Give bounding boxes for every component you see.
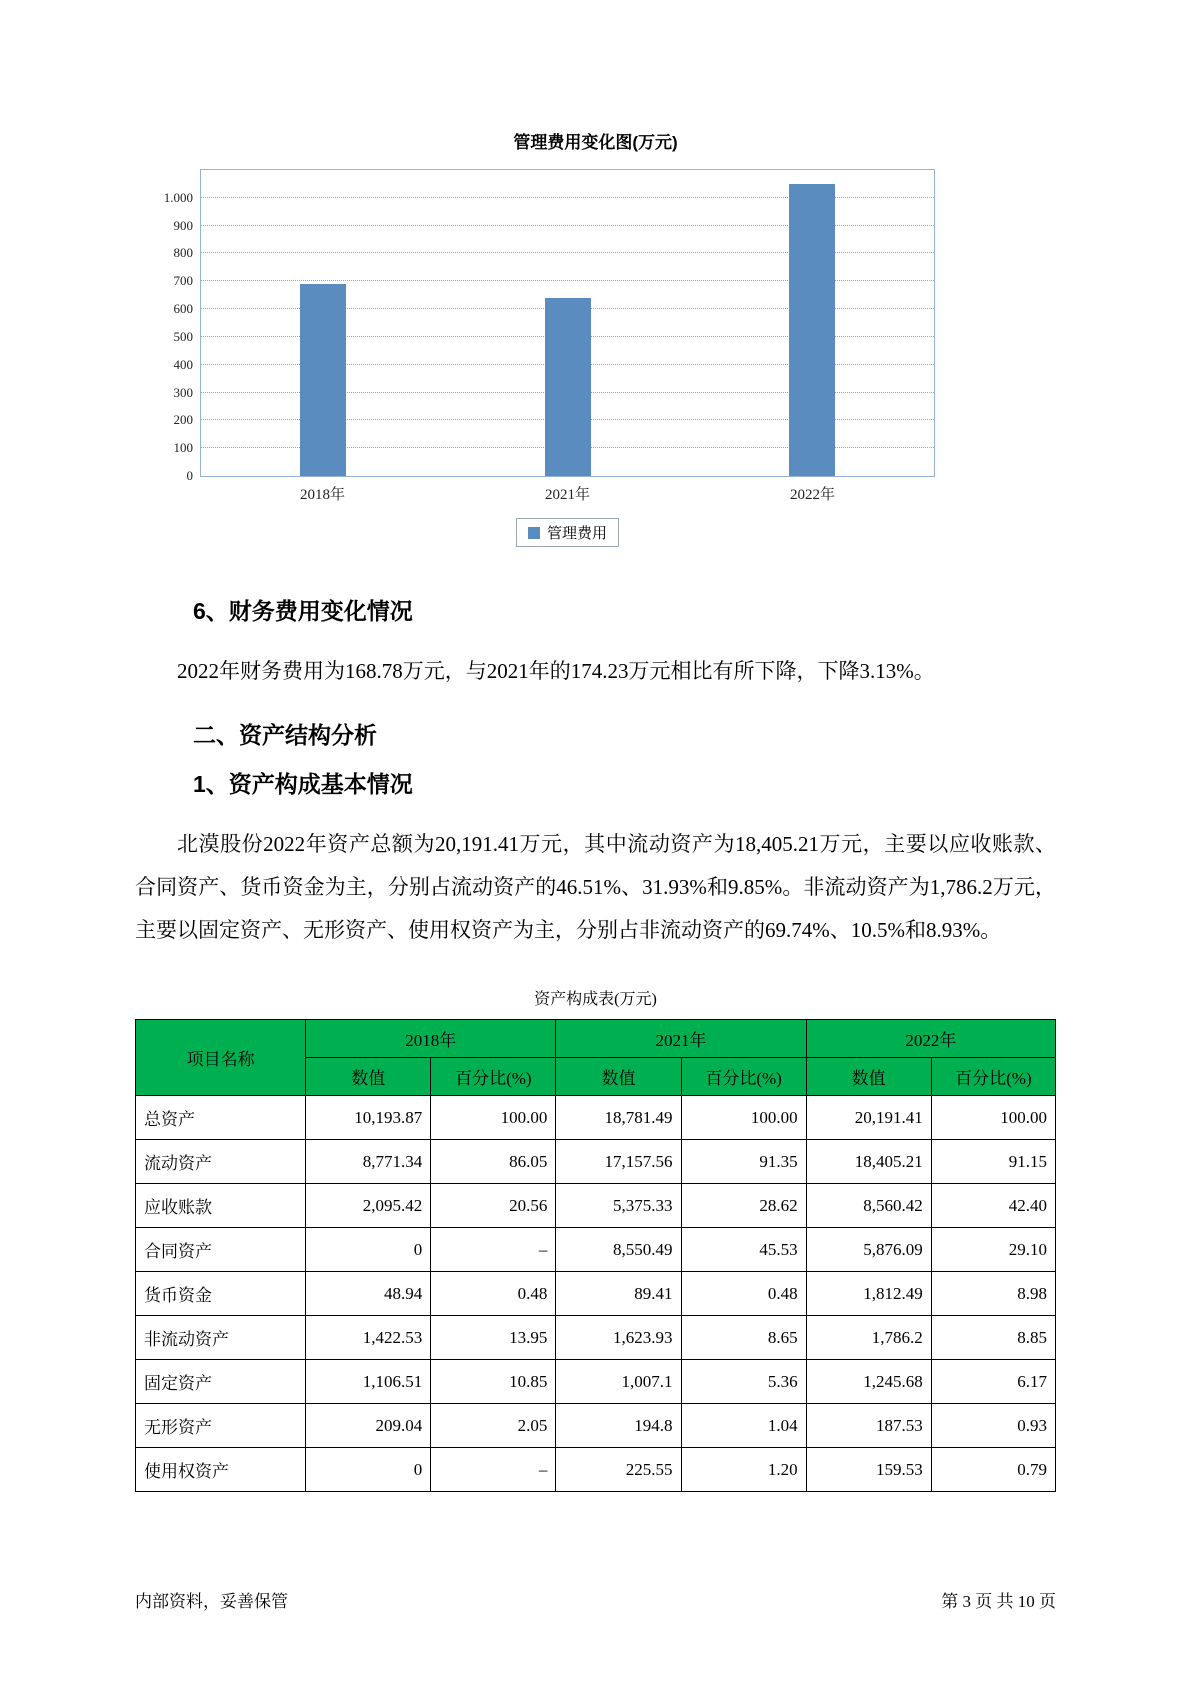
bar-2018 <box>300 284 346 476</box>
table-cell: 187.53 <box>806 1404 931 1448</box>
table-cell: 20,191.41 <box>806 1096 931 1140</box>
table-cell: 0 <box>306 1228 431 1272</box>
row-label: 流动资产 <box>136 1140 306 1184</box>
table-cell: 5,876.09 <box>806 1228 931 1272</box>
table-cell: 2,095.42 <box>306 1184 431 1228</box>
row-label: 合同资产 <box>136 1228 306 1272</box>
table-cell: 1,786.2 <box>806 1316 931 1360</box>
table-cell: 1,245.68 <box>806 1360 931 1404</box>
header-percent: 百分比(%) <box>431 1058 556 1096</box>
y-axis-tick-label: 100 <box>173 440 193 456</box>
x-axis-label-2018: 2018年 <box>299 487 345 503</box>
table-cell: 0.48 <box>681 1272 806 1316</box>
legend-color-swatch <box>528 527 540 539</box>
table-cell: 0.48 <box>431 1272 556 1316</box>
table-cell: 0.93 <box>931 1404 1055 1448</box>
y-axis-tick-label: 0 <box>186 468 193 483</box>
y-axis-tick-label: 1.000 <box>163 189 193 205</box>
heading-asset-structure: 二、资产结构分析 <box>193 722 377 749</box>
table-cell: 100.00 <box>931 1096 1055 1140</box>
table-cell: 1,422.53 <box>306 1316 431 1360</box>
paragraph-asset-composition: 北漠股份2022年资产总额为20,191.41万元，其中流动资产为18,405.21万元，主要以应收账款、合同资产、货币资金为主，分别占流动资产的46.51%、31.93%和9.85%。非流动资产为1,786.2万元，主要以固定资产、无形资产、使用权资产为主，分别占非流动资产的69.74%、10.5%和8.93%。 <box>135 832 1056 943</box>
y-axis-tick-label: 800 <box>173 245 193 261</box>
table-row <box>136 1316 1056 1360</box>
x-axis-labels <box>200 483 935 504</box>
heading-asset-composition: 1、资产构成基本情况 <box>193 771 413 798</box>
table-cell: 89.41 <box>556 1272 681 1316</box>
row-label: 总资产 <box>136 1096 306 1140</box>
table-cell: 100.00 <box>431 1096 556 1140</box>
row-label: 无形资产 <box>136 1404 306 1448</box>
x-axis-label-2022: 2022年 <box>789 487 835 503</box>
table-cell: 29.10 <box>931 1228 1055 1272</box>
table-cell: 10,193.87 <box>306 1096 431 1140</box>
table-cell: 8.65 <box>681 1316 806 1360</box>
table-cell: 8.85 <box>931 1316 1055 1360</box>
row-label: 使用权资产 <box>136 1448 306 1492</box>
table-cell: 6.17 <box>931 1360 1055 1404</box>
row-label: 货币资金 <box>136 1272 306 1316</box>
table-cell: 18,405.21 <box>806 1140 931 1184</box>
table-cell: 1.20 <box>681 1448 806 1492</box>
y-axis-tick-label: 400 <box>173 356 193 372</box>
table-cell: 91.35 <box>681 1140 806 1184</box>
asset-composition-table <box>135 1019 1056 1492</box>
table-row <box>136 1140 1056 1184</box>
table-cell: 8,771.34 <box>306 1140 431 1184</box>
table-cell: 209.04 <box>306 1404 431 1448</box>
table-cell: 17,157.56 <box>556 1140 681 1184</box>
table-cell: 48.94 <box>306 1272 431 1316</box>
y-axis-tick-label: 700 <box>173 273 193 289</box>
table-cell: 194.8 <box>556 1404 681 1448</box>
table-cell: 86.05 <box>431 1140 556 1184</box>
table-cell: 225.55 <box>556 1448 681 1492</box>
header-item-name: 项目名称 <box>136 1020 306 1096</box>
table-row <box>136 1404 1056 1448</box>
chart-legend <box>516 518 619 547</box>
header-year-2021: 2021年 <box>556 1020 806 1058</box>
header-year-2018: 2018年 <box>306 1020 556 1058</box>
table-row <box>136 1184 1056 1228</box>
legend-label: 管理费用 <box>546 526 607 542</box>
table-cell: 100.00 <box>681 1096 806 1140</box>
table-cell: – <box>431 1228 556 1272</box>
y-axis-tick-label: 200 <box>173 412 193 428</box>
table-cell: 5,375.33 <box>556 1184 681 1228</box>
paragraph-finance-expense: 2022年财务费用为168.78万元，与2021年的174.23万元相比有所下降，下降3.13%。 <box>177 659 935 683</box>
x-axis-label-2021: 2021年 <box>544 487 590 503</box>
table-row <box>136 1228 1056 1272</box>
y-axis-tick-label: 500 <box>173 328 193 344</box>
y-axis-tick-label: 300 <box>173 384 193 400</box>
table-cell: 5.36 <box>681 1360 806 1404</box>
table-cell: 1,623.93 <box>556 1316 681 1360</box>
y-axis-tick-label: 600 <box>173 301 193 317</box>
table-cell: 1.04 <box>681 1404 806 1448</box>
table-cell: 2.05 <box>431 1404 556 1448</box>
header-percent: 百分比(%) <box>931 1058 1055 1096</box>
heading-finance-expense: 6、财务费用变化情况 <box>193 598 413 624</box>
chart-plot-area <box>163 169 935 483</box>
table-cell: 13.95 <box>431 1316 556 1360</box>
header-year-2022: 2022年 <box>806 1020 1055 1058</box>
footer-confidential-note: 内部资料，妥善保管 <box>135 1592 288 1611</box>
table-row <box>136 1360 1056 1404</box>
table-cell: 1,812.49 <box>806 1272 931 1316</box>
row-label: 非流动资产 <box>136 1316 306 1360</box>
header-value: 数值 <box>556 1058 681 1096</box>
table-cell: 159.53 <box>806 1448 931 1492</box>
table-cell: 0 <box>306 1448 431 1492</box>
table-cell: 10.85 <box>431 1360 556 1404</box>
table-title: 资产构成表(万元) <box>534 991 657 1009</box>
chart-title: 管理费用变化图(万元) <box>513 133 678 152</box>
page-footer <box>135 1587 1056 1612</box>
table-row <box>136 1096 1056 1140</box>
table-cell: 42.40 <box>931 1184 1055 1228</box>
table-row <box>136 1448 1056 1492</box>
y-axis-tick-label: 900 <box>173 217 193 233</box>
header-value: 数值 <box>306 1058 431 1096</box>
management-expense-chart <box>135 169 1056 547</box>
table-cell: 91.15 <box>931 1140 1055 1184</box>
header-value: 数值 <box>806 1058 931 1096</box>
table-row <box>136 1272 1056 1316</box>
table-cell: 20.56 <box>431 1184 556 1228</box>
table-cell: 1,007.1 <box>556 1360 681 1404</box>
table-cell: 45.53 <box>681 1228 806 1272</box>
table-cell: 8,560.42 <box>806 1184 931 1228</box>
table-cell: 0.79 <box>931 1448 1055 1492</box>
table-cell: – <box>431 1448 556 1492</box>
table-cell: 1,106.51 <box>306 1360 431 1404</box>
bar-2022 <box>789 184 835 476</box>
table-cell: 8,550.49 <box>556 1228 681 1272</box>
table-cell: 8.98 <box>931 1272 1055 1316</box>
table-cell: 18,781.49 <box>556 1096 681 1140</box>
table-cell: 28.62 <box>681 1184 806 1228</box>
table-header-row-years <box>136 1020 1056 1058</box>
footer-page-number: 第 3 页 共 10 页 <box>941 1592 1056 1611</box>
row-label: 应收账款 <box>136 1184 306 1228</box>
row-label: 固定资产 <box>136 1360 306 1404</box>
header-percent: 百分比(%) <box>681 1058 806 1096</box>
bar-2021 <box>545 298 591 476</box>
